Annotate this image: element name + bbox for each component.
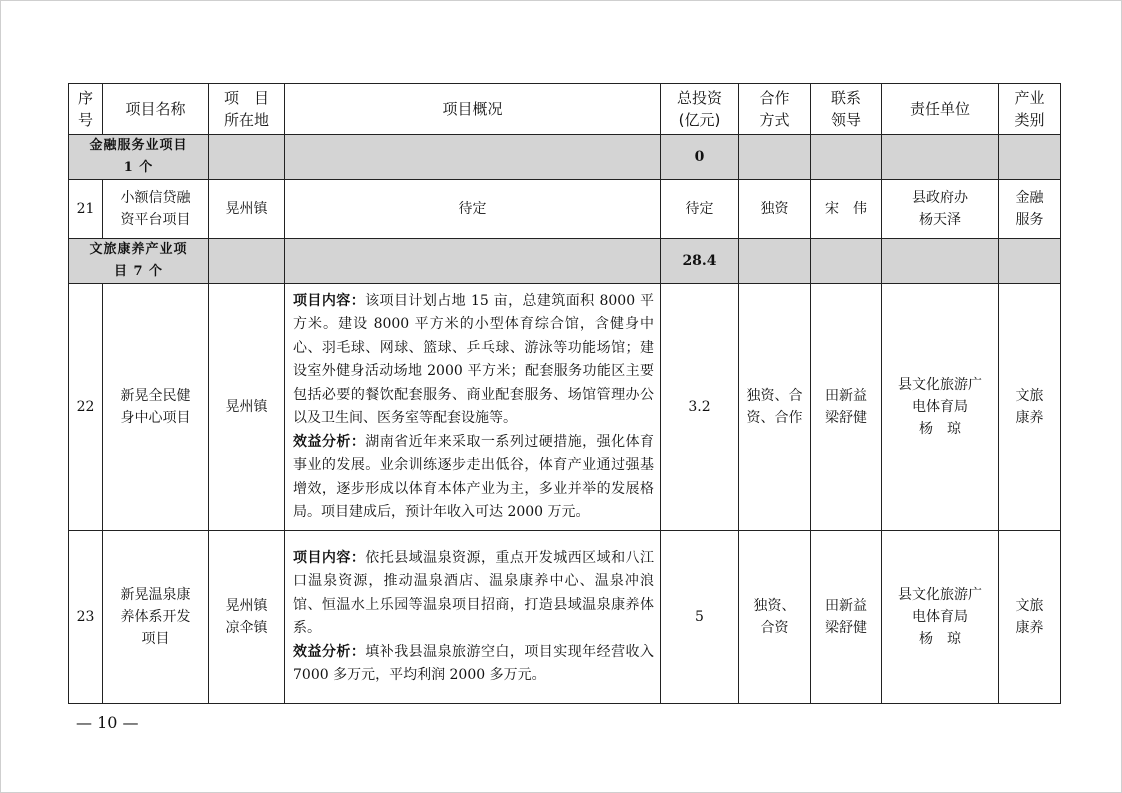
row-no: 22 bbox=[69, 284, 103, 531]
row-overview bbox=[285, 531, 661, 704]
header-investment: 总投资 (亿元) bbox=[661, 84, 739, 135]
row-overview: 待定 bbox=[285, 180, 661, 239]
header-cooperation: 合作 方式 bbox=[739, 84, 811, 135]
header-leader: 联系 领导 bbox=[811, 84, 882, 135]
row-investment: 3.2 bbox=[661, 284, 739, 531]
row-name: 新晃全民健 身中心项目 bbox=[103, 284, 209, 531]
row-unit: 县政府办 杨天泽 bbox=[882, 180, 999, 239]
row-location: 晃州镇 凉伞镇 bbox=[209, 531, 285, 704]
category-row-finance bbox=[69, 135, 1061, 180]
row-industry: 文旅 康养 bbox=[999, 284, 1061, 531]
row-industry: 金融 服务 bbox=[999, 180, 1061, 239]
row-overview bbox=[285, 284, 661, 531]
row-location: 晃州镇 bbox=[209, 284, 285, 531]
page-number: — 10 — bbox=[76, 713, 139, 732]
overview-content: 项目内容：该项目计划占地 15 亩，总建筑面积 8000 平方米。建设 8000 平方米的小型体育综合馆，含健身中心、羽毛球、网球、篮球、乒乓球、游泳等功能场馆；建设室外健身活动场地 2000 平方米；配套服务功能区主要包括必要的餐饮配套服务、商业配套服务、场馆管理办公以及卫生间、医务室等配套设施等。 bbox=[293, 292, 654, 426]
header-name: 项目名称 bbox=[103, 84, 209, 135]
overview-benefit: 效益分析：填补我县温泉旅游空白，项目实现年经营收入 7000 多万元，平均利润 2000 多万元。 bbox=[293, 643, 655, 683]
row-investment: 待定 bbox=[661, 180, 739, 239]
row-leader: 田新益 梁舒健 bbox=[811, 284, 882, 531]
category-name-finance: 金融服务业项目 1 个 bbox=[69, 135, 209, 180]
header-no: 序 号 bbox=[69, 84, 103, 135]
category-total-culture: 28.4 bbox=[661, 239, 739, 284]
projects-table bbox=[68, 83, 1061, 704]
row-cooperation: 独资 bbox=[739, 180, 811, 239]
category-name-culture: 文旅康养产业项 目 7 个 bbox=[69, 239, 209, 284]
row-industry: 文旅 康养 bbox=[999, 531, 1061, 704]
overview-content: 项目内容：依托县域温泉资源，重点开发城西区域和八江口温泉资源，推动温泉酒店、温泉康养中心、温泉冲浪馆、恒温水上乐园等温泉项目招商，打造县域温泉康养体系。 bbox=[293, 549, 655, 636]
category-row-culture bbox=[69, 239, 1061, 284]
row-unit: 县文化旅游广 电体育局 杨 琼 bbox=[882, 284, 999, 531]
category-total-finance: 0 bbox=[661, 135, 739, 180]
table-row bbox=[69, 180, 1061, 239]
table-row bbox=[69, 531, 1061, 704]
row-no: 21 bbox=[69, 180, 103, 239]
row-cooperation: 独资、合 资、合作 bbox=[739, 284, 811, 531]
table-row bbox=[69, 284, 1061, 531]
row-unit: 县文化旅游广 电体育局 杨 琼 bbox=[882, 531, 999, 704]
header-location: 项 目 所在地 bbox=[209, 84, 285, 135]
overview-benefit: 效益分析：湖南省近年来采取一系列过硬措施，强化体育事业的发展。业余训练逐步走出低谷，体育产业通过强基增效，逐步形成以体育本体产业为主，多业并举的发展格局。项目建成后，预计年收入可达 2000 万元。 bbox=[293, 433, 655, 520]
header-overview: 项目概况 bbox=[285, 84, 661, 135]
row-investment: 5 bbox=[661, 531, 739, 704]
header-row bbox=[69, 84, 1061, 135]
header-unit: 责任单位 bbox=[882, 84, 999, 135]
row-location: 晃州镇 bbox=[209, 180, 285, 239]
row-cooperation: 独资、 合资 bbox=[739, 531, 811, 704]
row-leader: 田新益 梁舒健 bbox=[811, 531, 882, 704]
row-leader: 宋 伟 bbox=[811, 180, 882, 239]
header-industry: 产业 类别 bbox=[999, 84, 1061, 135]
row-no: 23 bbox=[69, 531, 103, 704]
row-name: 小额信贷融 资平台项目 bbox=[103, 180, 209, 239]
row-name: 新晃温泉康 养体系开发 项目 bbox=[103, 531, 209, 704]
